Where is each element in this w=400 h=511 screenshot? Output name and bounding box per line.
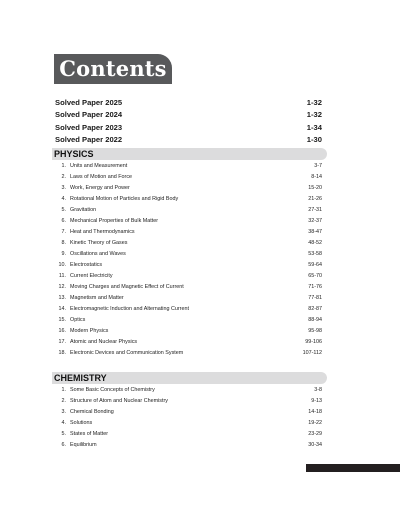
chapter-title: Magnetism and Matter <box>70 295 124 301</box>
solved-paper-pages: 1-30 <box>306 134 322 144</box>
chapter-pages: 99-106 <box>305 339 322 345</box>
page-title: Contents <box>54 54 172 84</box>
chapter-number: 4. <box>61 420 66 426</box>
chapter-number: 9. <box>61 251 66 257</box>
chapter-entry <box>55 293 124 304</box>
chapter-pages: 9-13 <box>311 398 322 404</box>
chapter-pages: 65-70 <box>308 273 322 279</box>
chapter-number: 1. <box>61 387 66 393</box>
chapter-title: Equilibrium <box>70 442 97 448</box>
chapter-row[interactable] <box>55 172 322 183</box>
solved-paper-pages: 1-32 <box>306 110 322 120</box>
chapter-number: 5. <box>61 431 66 437</box>
chapter-entry <box>55 194 178 205</box>
chapter-pages: 82-87 <box>308 306 322 312</box>
chapter-row[interactable] <box>55 315 322 326</box>
chapter-row[interactable] <box>55 161 322 172</box>
chemistry-heading: CHEMISTRY <box>54 373 107 383</box>
chapter-entry <box>55 385 155 396</box>
solved-paper-row[interactable] <box>55 134 322 146</box>
chapter-number: 8. <box>61 240 66 246</box>
chapter-number: 3. <box>61 409 66 415</box>
solved-paper-pages: 1-32 <box>306 98 322 107</box>
chapter-pages: 30-34 <box>308 442 322 448</box>
solved-paper-label: Solved Paper 2022 <box>55 134 123 144</box>
chapter-row[interactable] <box>55 260 322 271</box>
chapter-number: 6. <box>61 442 66 448</box>
solved-paper-label: Solved Paper 2024 <box>55 110 123 120</box>
chapter-pages: 95-98 <box>308 328 322 334</box>
chapter-entry <box>55 238 127 249</box>
chapter-entry <box>55 282 184 293</box>
physics-chapter-list <box>55 161 322 359</box>
chapter-entry <box>55 205 96 216</box>
chapter-pages: 107-112 <box>302 350 322 356</box>
chapter-row[interactable] <box>55 407 322 418</box>
chapter-row[interactable] <box>55 238 322 249</box>
chapter-pages: 32-37 <box>308 218 322 224</box>
chapter-row[interactable] <box>55 396 322 407</box>
chapter-entry <box>55 271 113 282</box>
chapter-title: Mechanical Properties of Bulk Matter <box>70 218 159 224</box>
chapter-row[interactable] <box>55 348 322 359</box>
chapter-title: Rotational Motion of Particles and Rigid Body <box>70 196 179 202</box>
solved-papers-list <box>55 97 322 146</box>
chapter-entry <box>55 216 158 227</box>
solved-paper-pages: 1-34 <box>306 122 322 132</box>
physics-section-header <box>52 148 327 160</box>
chapter-entry <box>55 418 92 429</box>
chapter-entry <box>55 249 126 260</box>
chapter-row[interactable] <box>55 326 322 337</box>
chapter-pages: 38-47 <box>308 229 322 235</box>
chapter-pages: 71-76 <box>308 284 322 290</box>
chapter-title: Electrostatics <box>70 262 103 268</box>
chapter-entry <box>55 227 135 238</box>
chapter-title: Modern Physics <box>70 328 109 334</box>
solved-paper-label: Solved Paper 2025 <box>55 98 123 107</box>
chapter-row[interactable] <box>55 194 322 205</box>
chapter-row[interactable] <box>55 227 322 238</box>
chapter-pages: 53-58 <box>308 251 322 257</box>
chapter-entry <box>55 326 108 337</box>
chapter-title: Current Electricity <box>70 273 113 279</box>
chapter-pages: 88-94 <box>308 317 322 323</box>
chapter-entry <box>55 337 137 348</box>
chapter-pages: 48-52 <box>308 240 322 246</box>
chapter-number: 15. <box>58 317 66 323</box>
chapter-pages: 3-7 <box>314 163 322 169</box>
chapter-title: Electromagnetic Induction and Alternating Current <box>70 306 189 312</box>
chapter-title: Gravitation <box>70 207 97 213</box>
footer-bar <box>306 464 400 472</box>
chapter-row[interactable] <box>55 385 322 396</box>
chapter-number: 16. <box>58 328 66 334</box>
chapter-number: 5. <box>61 207 66 213</box>
solved-paper-row[interactable] <box>55 122 322 134</box>
chapter-pages: 59-64 <box>308 262 322 268</box>
chapter-pages: 15-20 <box>308 185 322 191</box>
chapter-title: States of Matter <box>70 431 109 437</box>
chapter-title: Some Basic Concepts of Chemistry <box>70 387 155 393</box>
solved-paper-row[interactable] <box>55 97 322 109</box>
chapter-number: 1. <box>61 163 66 169</box>
chapter-row[interactable] <box>55 304 322 315</box>
chapter-entry <box>55 304 189 315</box>
chapter-row[interactable] <box>55 429 322 440</box>
chapter-title: Optics <box>70 317 86 323</box>
chapter-title: Atomic and Nuclear Physics <box>70 339 138 345</box>
chapter-entry <box>55 183 130 194</box>
chapter-entry <box>55 161 127 172</box>
chapter-row[interactable] <box>55 293 322 304</box>
chapter-entry <box>55 407 114 418</box>
chapter-entry <box>55 260 102 271</box>
chemistry-chapter-list <box>55 385 322 451</box>
chapter-number: 2. <box>61 398 66 404</box>
chapter-title: Units and Measurement <box>70 163 128 169</box>
chapter-title: Solutions <box>70 420 93 426</box>
chapter-pages: 3-8 <box>314 387 322 393</box>
solved-paper-row[interactable] <box>55 109 322 121</box>
chapter-number: 4. <box>61 196 66 202</box>
chapter-entry <box>55 348 183 359</box>
chapter-number: 18. <box>58 350 66 356</box>
chapter-row[interactable] <box>55 216 322 227</box>
chapter-number: 10. <box>58 262 66 268</box>
chapter-number: 3. <box>61 185 66 191</box>
chemistry-section-header <box>52 372 327 384</box>
physics-heading: PHYSICS <box>54 149 94 159</box>
chapter-number: 13. <box>58 295 66 301</box>
chapter-title: Oscillations and Waves <box>70 251 126 257</box>
chapter-title: Structure of Atom and Nuclear Chemistry <box>70 398 168 404</box>
chapter-row[interactable] <box>55 183 322 194</box>
chapter-entry <box>55 440 97 451</box>
chapter-title: Heat and Thermodynamics <box>70 229 135 235</box>
chapter-entry <box>55 396 168 407</box>
chapter-pages: 27-31 <box>308 207 322 213</box>
chapter-number: 11. <box>58 273 66 279</box>
chapter-entry <box>55 172 132 183</box>
chapter-row[interactable] <box>55 418 322 429</box>
chapter-pages: 21-26 <box>308 196 322 202</box>
chapter-entry <box>55 429 108 440</box>
chapter-title: Work, Energy and Power <box>70 185 130 191</box>
chapter-number: 7. <box>61 229 66 235</box>
chapter-number: 14. <box>58 306 66 312</box>
chapter-row[interactable] <box>55 440 322 451</box>
chapter-title: Chemical Bonding <box>70 409 114 415</box>
chapter-number: 2. <box>61 174 66 180</box>
chapter-row[interactable] <box>55 337 322 348</box>
chapter-pages: 19-22 <box>308 420 322 426</box>
chapter-number: 12. <box>58 284 66 290</box>
chapter-title: Laws of Motion and Force <box>70 174 133 180</box>
chapter-title: Electronic Devices and Communication System <box>70 350 184 356</box>
chapter-entry <box>55 315 85 326</box>
chapter-number: 17. <box>58 339 66 345</box>
chapter-title: Kinetic Theory of Gases <box>70 240 128 246</box>
chapter-row[interactable] <box>55 282 322 293</box>
chapter-pages: 23-29 <box>308 431 322 437</box>
chapter-number: 6. <box>61 218 66 224</box>
solved-paper-label: Solved Paper 2023 <box>55 122 123 132</box>
chapter-row[interactable] <box>55 271 322 282</box>
chapter-pages: 77-81 <box>308 295 322 301</box>
chapter-row[interactable] <box>55 249 322 260</box>
chapter-pages: 14-18 <box>308 409 322 415</box>
chapter-title: Moving Charges and Magnetic Effect of Current <box>70 284 184 290</box>
chapter-row[interactable] <box>55 205 322 216</box>
chapter-pages: 8-14 <box>311 174 322 180</box>
